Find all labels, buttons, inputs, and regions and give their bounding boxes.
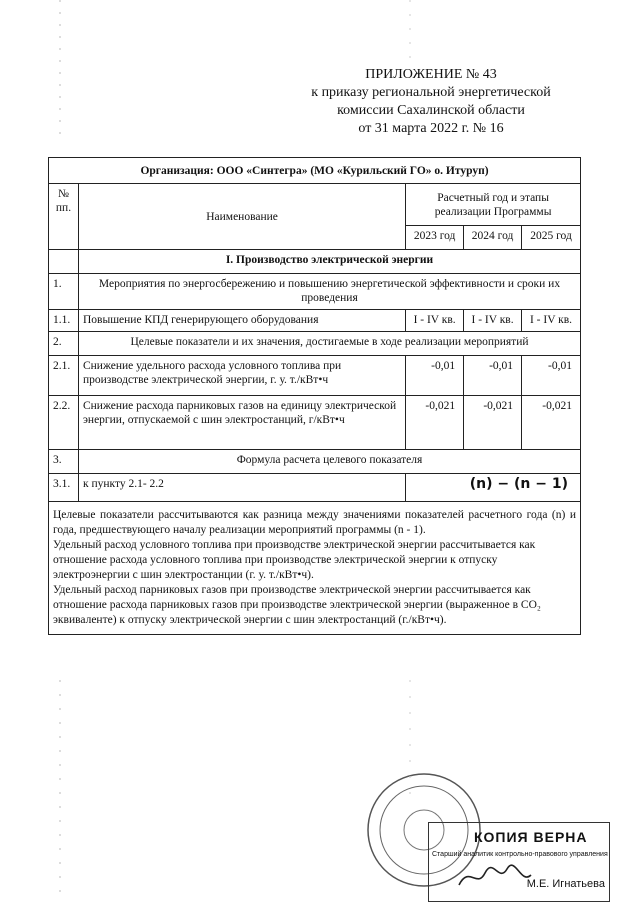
row-value: I - IV кв. [464,310,522,332]
row-number: 2. [49,332,79,356]
year-2023: 2023 год [406,226,464,250]
row-value: I - IV кв. [406,310,464,332]
row-number: 3. [49,450,79,474]
row-text: к пункту 2.1- 2.2 [78,474,405,502]
row-number: 2.1. [49,356,79,396]
row-heading: Мероприятия по энергосбережению и повышению энергетической эффективности и сроки их проведения [78,274,580,310]
row-text: Снижение удельного расхода условного топлива при производстве электрической энергии, г. у. т./кВт•ч [78,356,405,396]
year-2024: 2024 год [464,226,522,250]
organization-title: Организация: ООО «Синтегра» (МО «Курильский ГО» о. Итуруп) [49,158,581,184]
stamp-name: М.Е. Игнатьева [526,878,605,890]
header-line-3: комиссии Сахалинской области [337,103,525,118]
appendix-title: ПРИЛОЖЕНИЕ № 43 [365,67,497,82]
row-number: 1.1. [49,310,79,332]
note-paragraph: Удельный расход условного топлива при производстве электрической энергии рассчитывается как отношение расхода условного топлива при производстве электрической энергии к отпуску электроэнергии с шин электростанции (г. у. т./кВт•ч). [53,539,536,581]
note-paragraph: Целевые показатели рассчитываются как разница между значениями показателей расчетного года (n) и года, предшествующего началу реализации мероприятий программы (n - 1). [53,509,576,536]
row-number: 1. [49,274,79,310]
row-value: I - IV кв. [522,310,581,332]
row-number: 3.1. [49,474,79,502]
note-paragraph: Удельный расход парниковых газов при производстве электрической энергии рассчитывается как отношение расхода парниковых газов при производстве электрической энергии (выраженное в CO₂ эквиваленте) к отпуску электрической энергии с шин электростанций (г./кВт•ч). [53,584,541,626]
row-value: -0,021 [406,396,464,450]
section-title: I. Производство электрической энергии [78,250,580,274]
row-number: 2.2. [49,396,79,450]
row-text: Повышение КПД генерирующего оборудования [78,310,405,332]
row-value: -0,021 [522,396,581,450]
row-heading: Целевые показатели и их значения, достигаемые в ходе реализации мероприятий [78,332,580,356]
formula: (n) − (n − 1) [406,474,581,502]
column-header-name: Наименование [78,184,405,250]
year-2025: 2025 год [522,226,581,250]
header-line-4: от 31 марта 2022 г. № 16 [358,121,504,136]
row-value: -0,01 [464,356,522,396]
stamp-subtitle: Старший аналитик контрольно-правового управления [432,851,608,858]
column-header-period: Расчетный год и этапы реализации Программы [406,184,581,226]
row-value: -0,01 [522,356,581,396]
stamp-title: КОПИЯ ВЕРНА [474,829,588,845]
column-header-number: № пп. [49,184,79,250]
row-text: Снижение расхода парниковых газов на единицу электрической энергии, отпускаемой с шин электростанций, г/кВт•ч [78,396,405,450]
row-value: -0,01 [406,356,464,396]
header-line-2: к приказу региональной энергетической [311,85,551,100]
row-heading: Формула расчета целевого показателя [78,450,580,474]
row-value: -0,021 [464,396,522,450]
